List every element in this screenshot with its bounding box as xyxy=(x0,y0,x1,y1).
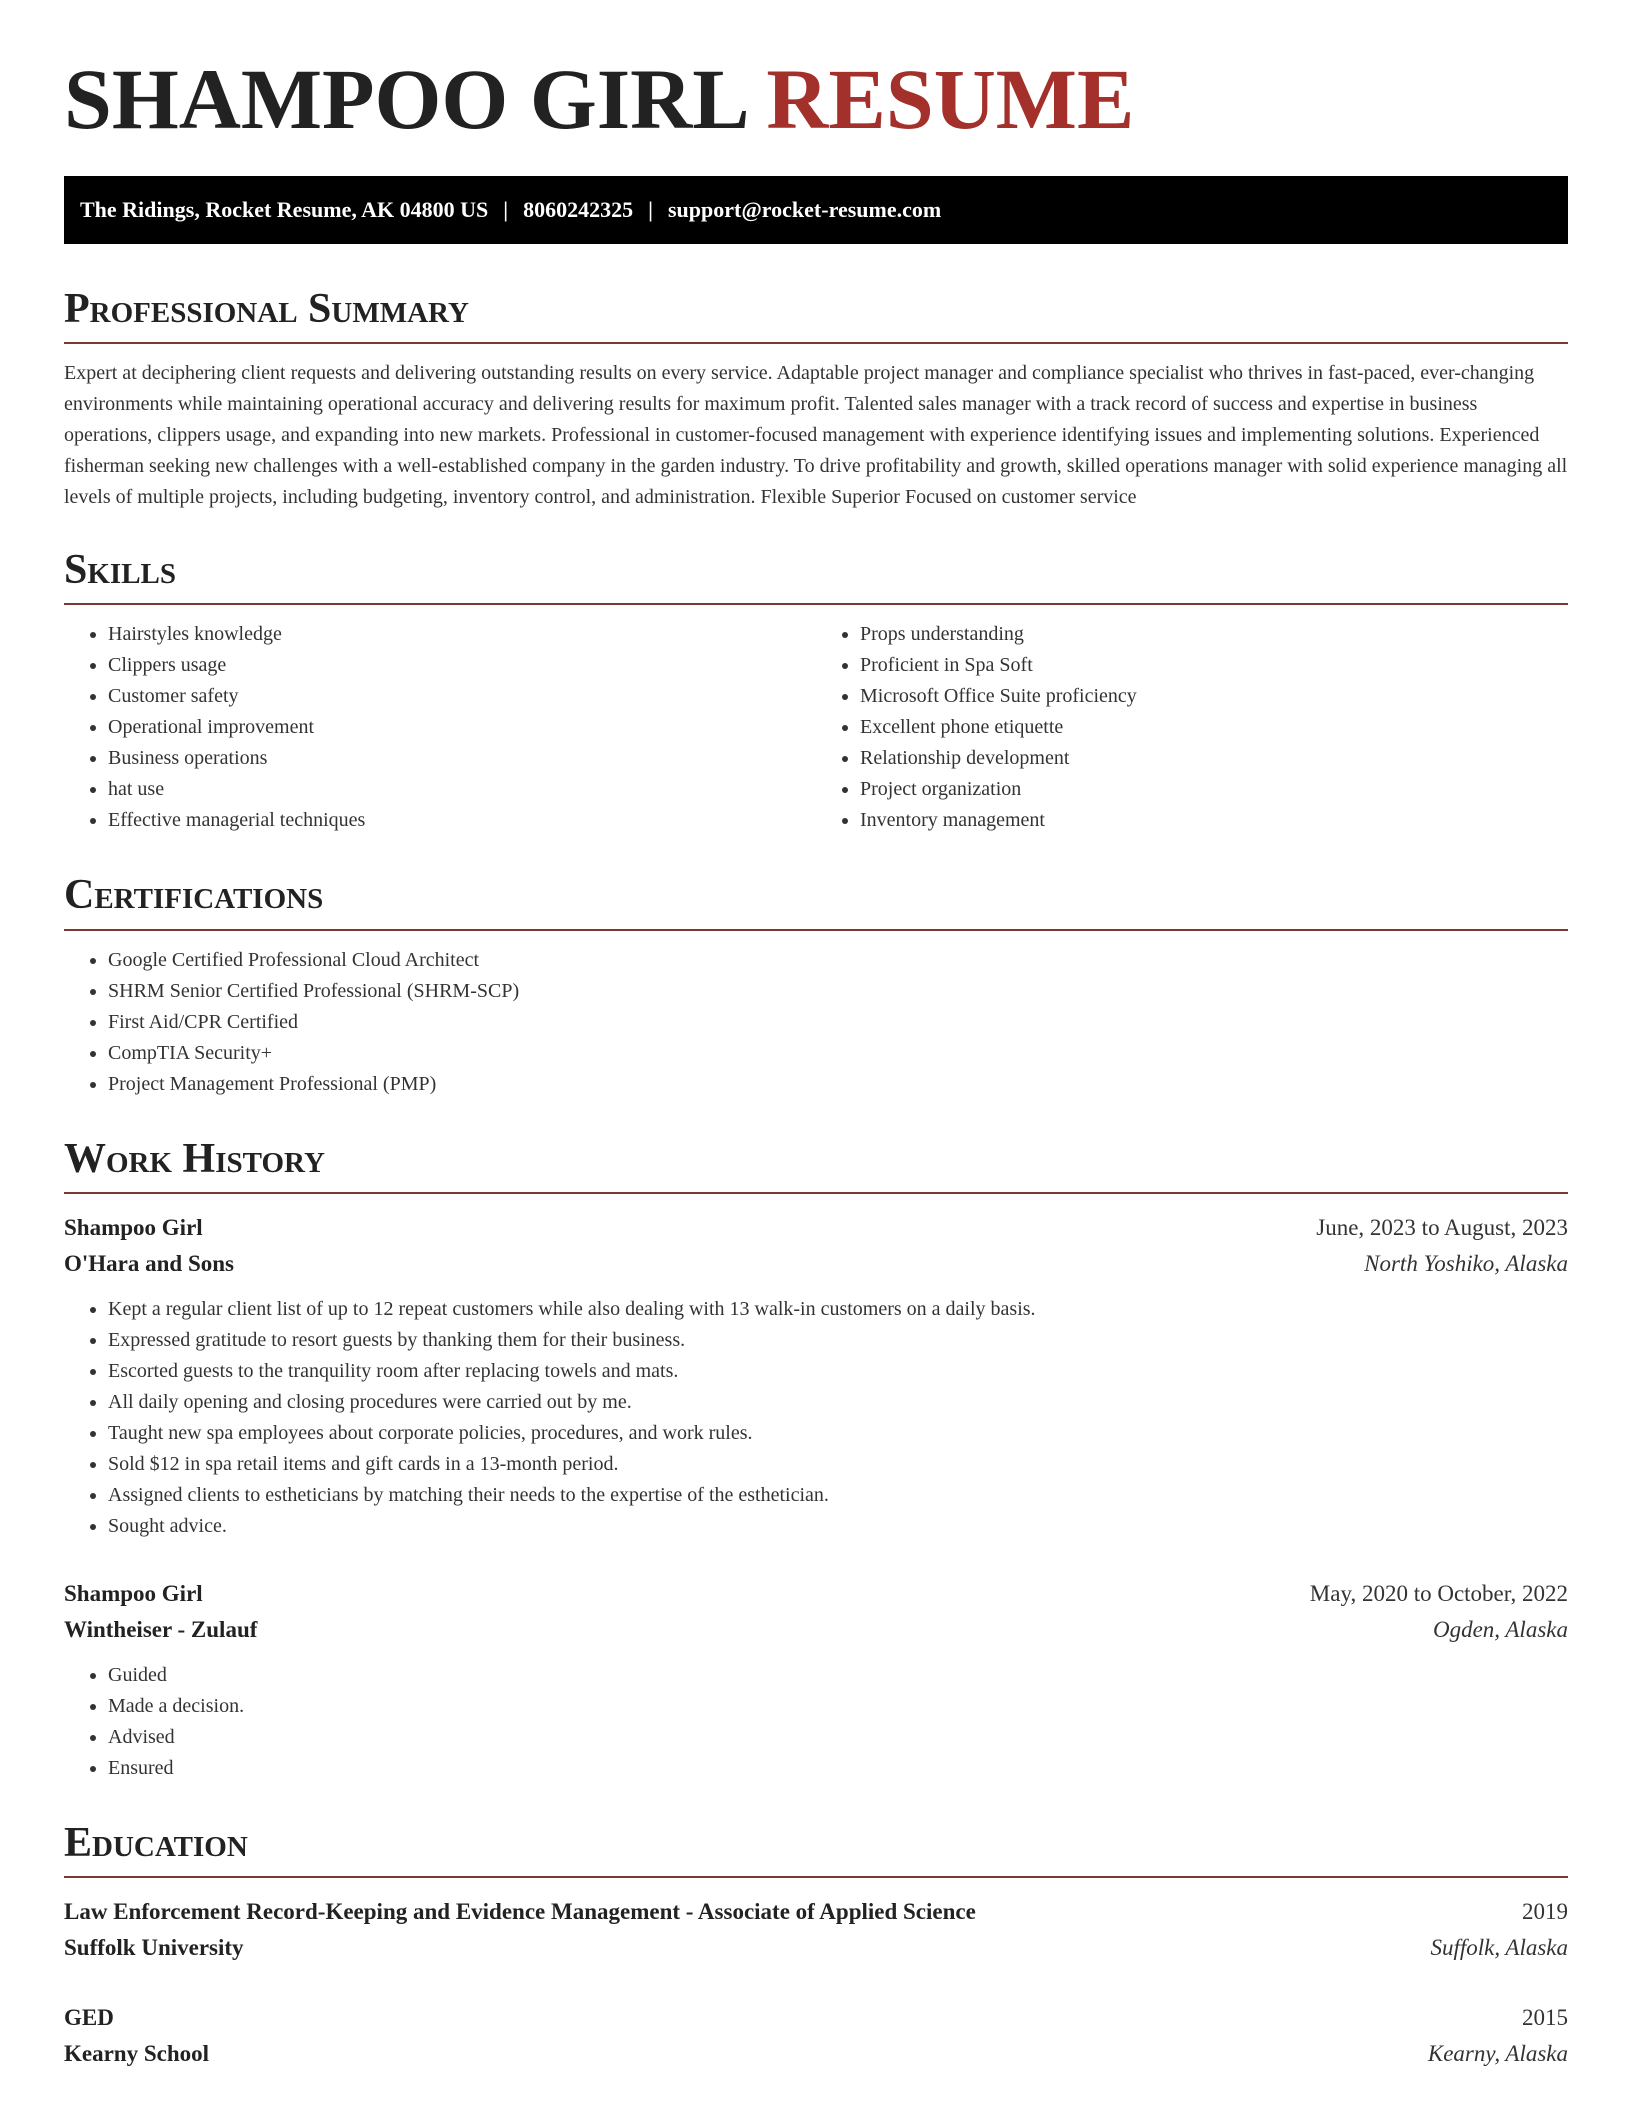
resume-title xyxy=(64,51,1568,147)
certifications-list xyxy=(64,945,1568,1100)
education-heading: Education xyxy=(64,1820,1568,1878)
contact-phone: 8060242325 xyxy=(523,197,634,222)
list-item: • Advised xyxy=(108,1722,1568,1753)
list-item: • Microsoft Office Suite proficiency xyxy=(860,681,1568,712)
list-item: • Kept a regular client list of up to 12 repeat customers while also dealing with 13 walk-in customers on a daily basis. xyxy=(108,1294,1568,1325)
job-title-row xyxy=(64,1576,1568,1612)
job-duties-list xyxy=(64,1660,1568,1784)
certifications-heading: Certifications xyxy=(64,872,1568,930)
title-main: SHAMPOO GIRL xyxy=(64,51,745,147)
education-location: Suffolk, Alaska xyxy=(1430,1934,1568,1960)
education-school: Kearny School xyxy=(64,2040,210,2066)
list-item: • Clippers usage xyxy=(108,650,816,681)
list-item: • Project Management Professional (PMP) xyxy=(108,1069,1568,1100)
list-item: • Business operations xyxy=(108,743,816,774)
title-accent: RESUME xyxy=(766,51,1135,147)
list-item: • Project organization xyxy=(860,774,1568,805)
list-item: • Made a decision. xyxy=(108,1691,1568,1722)
list-item: • Excellent phone etiquette xyxy=(860,712,1568,743)
education-section xyxy=(64,1820,1568,2072)
list-item: • First Aid/CPR Certified xyxy=(108,1007,1568,1038)
list-item: • Taught new spa employees about corporate policies, procedures, and work rules. xyxy=(108,1418,1568,1449)
list-item: • Guided xyxy=(108,1660,1568,1691)
list-item: • Operational improvement xyxy=(108,712,816,743)
job-company: Wintheiser - Zulauf xyxy=(64,1616,258,1642)
job-title: Shampoo Girl xyxy=(64,1214,203,1240)
contact-bar xyxy=(64,176,1568,244)
list-item: • hat use xyxy=(108,774,816,805)
education-location: Kearny, Alaska xyxy=(1427,2040,1568,2066)
work-history-heading: Work History xyxy=(64,1136,1568,1194)
skills-list-right xyxy=(816,619,1568,836)
list-item: • SHRM Senior Certified Professional (SHRM-SCP) xyxy=(108,976,1568,1007)
contact-separator: | xyxy=(503,197,509,222)
job-title-row xyxy=(64,1210,1568,1246)
education-degree-row xyxy=(64,2000,1568,2036)
job-entry xyxy=(64,1576,1568,1784)
list-item: • Sold $12 in spa retail items and gift cards in a 13-month period. xyxy=(108,1449,1568,1480)
certifications-section xyxy=(64,872,1568,1099)
education-entry xyxy=(64,1894,1568,1966)
skills-columns xyxy=(64,605,1568,836)
summary-heading: Professional Summary xyxy=(64,286,1568,344)
education-entry xyxy=(64,2000,1568,2072)
skills-section xyxy=(64,547,1568,836)
list-item: • Props understanding xyxy=(860,619,1568,650)
list-item: • All daily opening and closing procedures were carried out by me. xyxy=(108,1387,1568,1418)
list-item: • Inventory management xyxy=(860,805,1568,836)
list-item: • Sought advice. xyxy=(108,1511,1568,1542)
job-dates: May, 2020 to October, 2022 xyxy=(1309,1580,1568,1606)
education-year: 2015 xyxy=(1522,2004,1568,2030)
list-item: • Hairstyles knowledge xyxy=(108,619,816,650)
list-item: • Customer safety xyxy=(108,681,816,712)
education-degree-row xyxy=(64,1894,1568,1930)
job-company-row xyxy=(64,1246,1568,1282)
job-location: Ogden, Alaska xyxy=(1432,1616,1568,1642)
list-item: • Ensured xyxy=(108,1753,1568,1784)
list-item: • Google Certified Professional Cloud Architect xyxy=(108,945,1568,976)
skills-list-left xyxy=(64,619,816,836)
work-history-section xyxy=(64,1136,1568,1784)
education-school-row xyxy=(64,1930,1568,1966)
education-degree: Law Enforcement Record-Keeping and Evidence Management - Associate of Applied Science xyxy=(64,1898,976,1924)
education-school-row xyxy=(64,2036,1568,2072)
summary-text: Expert at deciphering client requests and delivering outstanding results on every service. Adaptable project manager and compliance specialist who thrives in fast-paced, ever-changing environments while maintaining operational accuracy and delivering results for maximum profit. Talented sales manager with a track record of success and expertise in business operations, clippers usage, and expanding into new markets. Professional in customer-focused management with experience identifying issues and implementing solutions. Experienced fisherman seeking new challenges with a well-established company in the garden industry. To drive profitability and growth, skilled operations manager with solid experience managing all levels of multiple projects, including budgeting, inventory control, and administration. Flexible Superior Focused on customer service xyxy=(64,362,1568,509)
job-location: North Yoshiko, Alaska xyxy=(1364,1250,1568,1276)
skills-heading: Skills xyxy=(64,547,1568,605)
list-item: • Assigned clients to estheticians by matching their needs to the expertise of the esthetician. xyxy=(108,1480,1568,1511)
job-title: Shampoo Girl xyxy=(64,1580,203,1606)
job-dates: June, 2023 to August, 2023 xyxy=(1316,1214,1568,1240)
contact-separator: | xyxy=(648,197,653,222)
job-duties-list xyxy=(64,1294,1568,1542)
list-item: • CompTIA Security+ xyxy=(108,1038,1568,1069)
list-item: • Expressed gratitude to resort guests by thanking them for their business. xyxy=(108,1325,1568,1356)
education-degree: GED xyxy=(64,2004,114,2030)
education-year: 2019 xyxy=(1522,1898,1568,1924)
education-school: Suffolk University xyxy=(64,1934,244,1960)
job-entry xyxy=(64,1210,1568,1542)
job-company: O'Hara and Sons xyxy=(64,1250,234,1276)
contact-email[interactable]: support@rocket-resume.com xyxy=(667,197,942,222)
contact-address: The Ridings, Rocket Resume, AK 04800 US xyxy=(80,197,489,222)
summary-section xyxy=(64,286,1568,513)
list-item: • Relationship development xyxy=(860,743,1568,774)
list-item: • Proficient in Spa Soft xyxy=(860,650,1568,681)
list-item: • Escorted guests to the tranquility room after replacing towels and mats. xyxy=(108,1356,1568,1387)
list-item: • Effective managerial techniques xyxy=(108,805,816,836)
job-company-row xyxy=(64,1612,1568,1648)
